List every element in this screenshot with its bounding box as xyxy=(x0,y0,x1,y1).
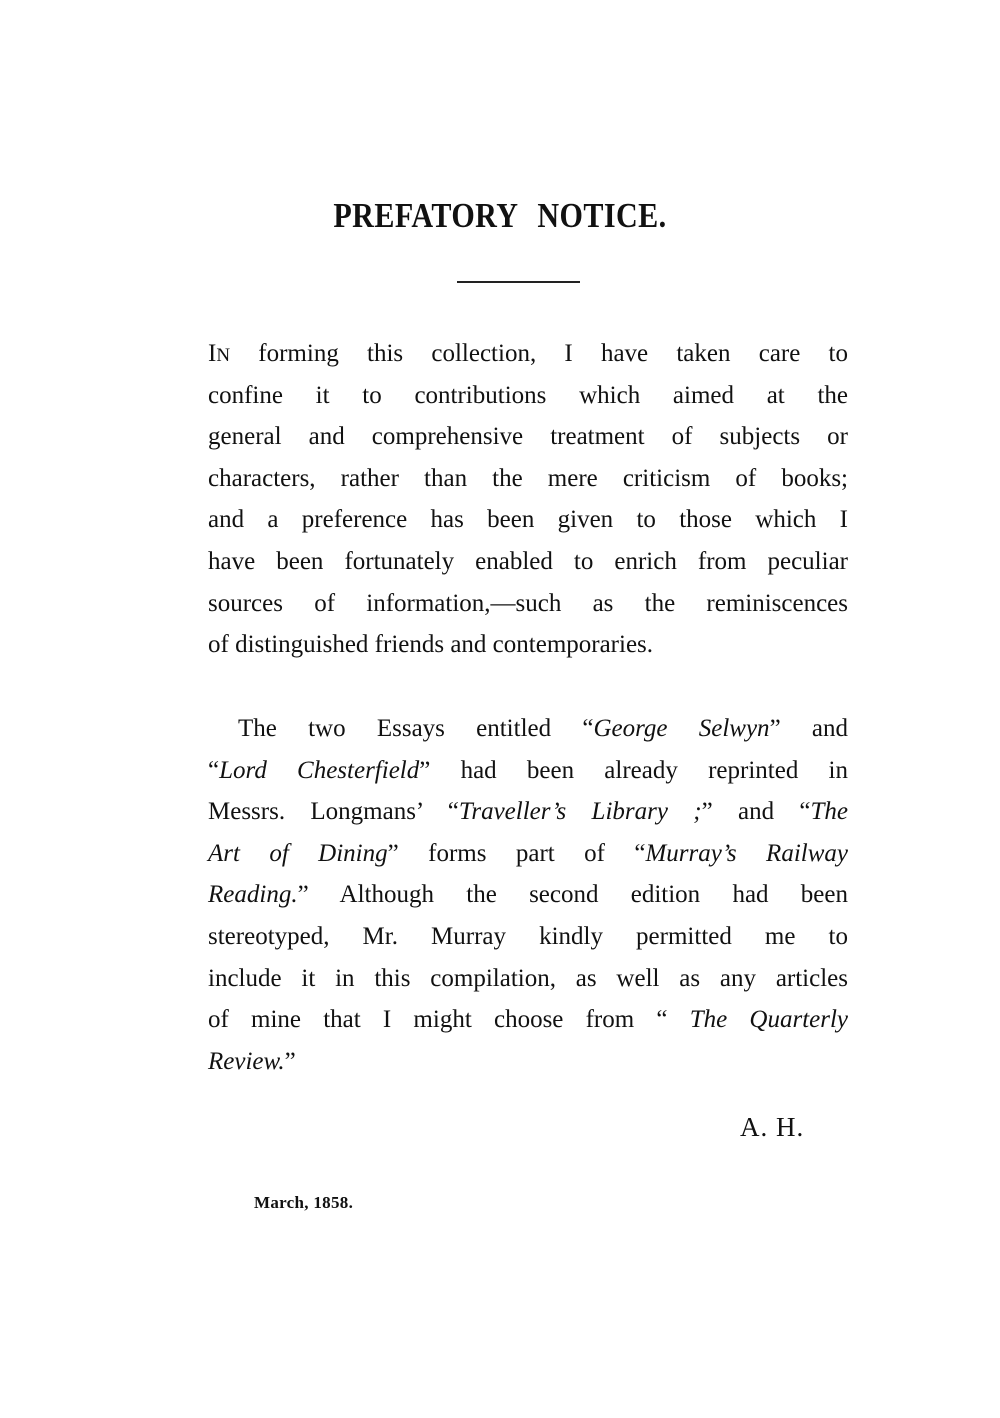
paragraph-line xyxy=(208,999,848,1041)
paragraph-essays xyxy=(208,708,848,1082)
italic-title: The Quarterly xyxy=(689,1006,849,1034)
line-text: Messrs. Longmans’ “ xyxy=(208,798,459,826)
paragraph-line xyxy=(208,1041,848,1083)
paragraph-line xyxy=(208,708,848,750)
line-text: ” and “ xyxy=(701,798,811,826)
paragraph-line xyxy=(208,791,848,833)
paragraph-line: and a preference has been given to those which I xyxy=(208,506,848,534)
paragraph-line xyxy=(208,333,848,375)
paragraph-line: confine it to contributions which aimed at the xyxy=(208,381,848,409)
line-text: forming this collection, I have taken care to xyxy=(230,340,848,367)
italic-title: Traveller’s Library ; xyxy=(458,798,702,826)
paragraph-intro xyxy=(208,333,848,666)
paragraph-line: general and comprehensive treatment of subjects or xyxy=(208,423,848,451)
italic-title: The xyxy=(810,798,848,826)
line-text: ” and xyxy=(769,715,848,742)
italic-title: George Selwyn xyxy=(593,715,770,742)
line-text: ” xyxy=(284,1047,296,1075)
line-text: ” Although the second edition had been xyxy=(297,881,848,909)
paragraph-line: have been fortunately enabled to enrich from peculiar xyxy=(208,547,848,575)
line-text: ” had been already reprinted in xyxy=(419,756,848,784)
paragraph-line: of distinguished friends and contemporaries. xyxy=(208,631,654,659)
italic-title: Review. xyxy=(208,1047,285,1075)
paragraph-line: stereotyped, Mr. Murray kindly permitted me to xyxy=(208,922,848,950)
title-divider xyxy=(457,281,580,283)
line-text: ” forms part of “ xyxy=(387,839,646,867)
paragraph-line xyxy=(208,874,848,916)
italic-title: Lord Chesterfield xyxy=(219,756,420,784)
paragraph-line xyxy=(208,750,848,792)
paragraph-line: characters, rather than the mere criticism of books; xyxy=(208,464,848,492)
paragraph-line xyxy=(208,833,848,875)
date-line: March, 1858. xyxy=(254,1193,354,1212)
line-text: The two Essays entitled “ xyxy=(238,715,594,742)
small-caps-text: N xyxy=(216,345,231,366)
line-text: “ xyxy=(208,756,220,784)
italic-title: Murray’s Railway xyxy=(645,839,848,867)
line-text: of mine that I might choose from “ xyxy=(208,1006,690,1034)
paragraph-line: include it in this compilation, as well as any articles xyxy=(208,964,848,992)
drop-initial: I xyxy=(208,340,217,367)
italic-title: Art of Dining xyxy=(208,839,388,867)
italic-title: Reading. xyxy=(208,881,298,909)
author-initials: A. H. xyxy=(740,1112,805,1142)
page-title: PREFATORY NOTICE. xyxy=(333,196,667,235)
paragraph-line: sources of information,—such as the reminiscences xyxy=(208,589,848,617)
